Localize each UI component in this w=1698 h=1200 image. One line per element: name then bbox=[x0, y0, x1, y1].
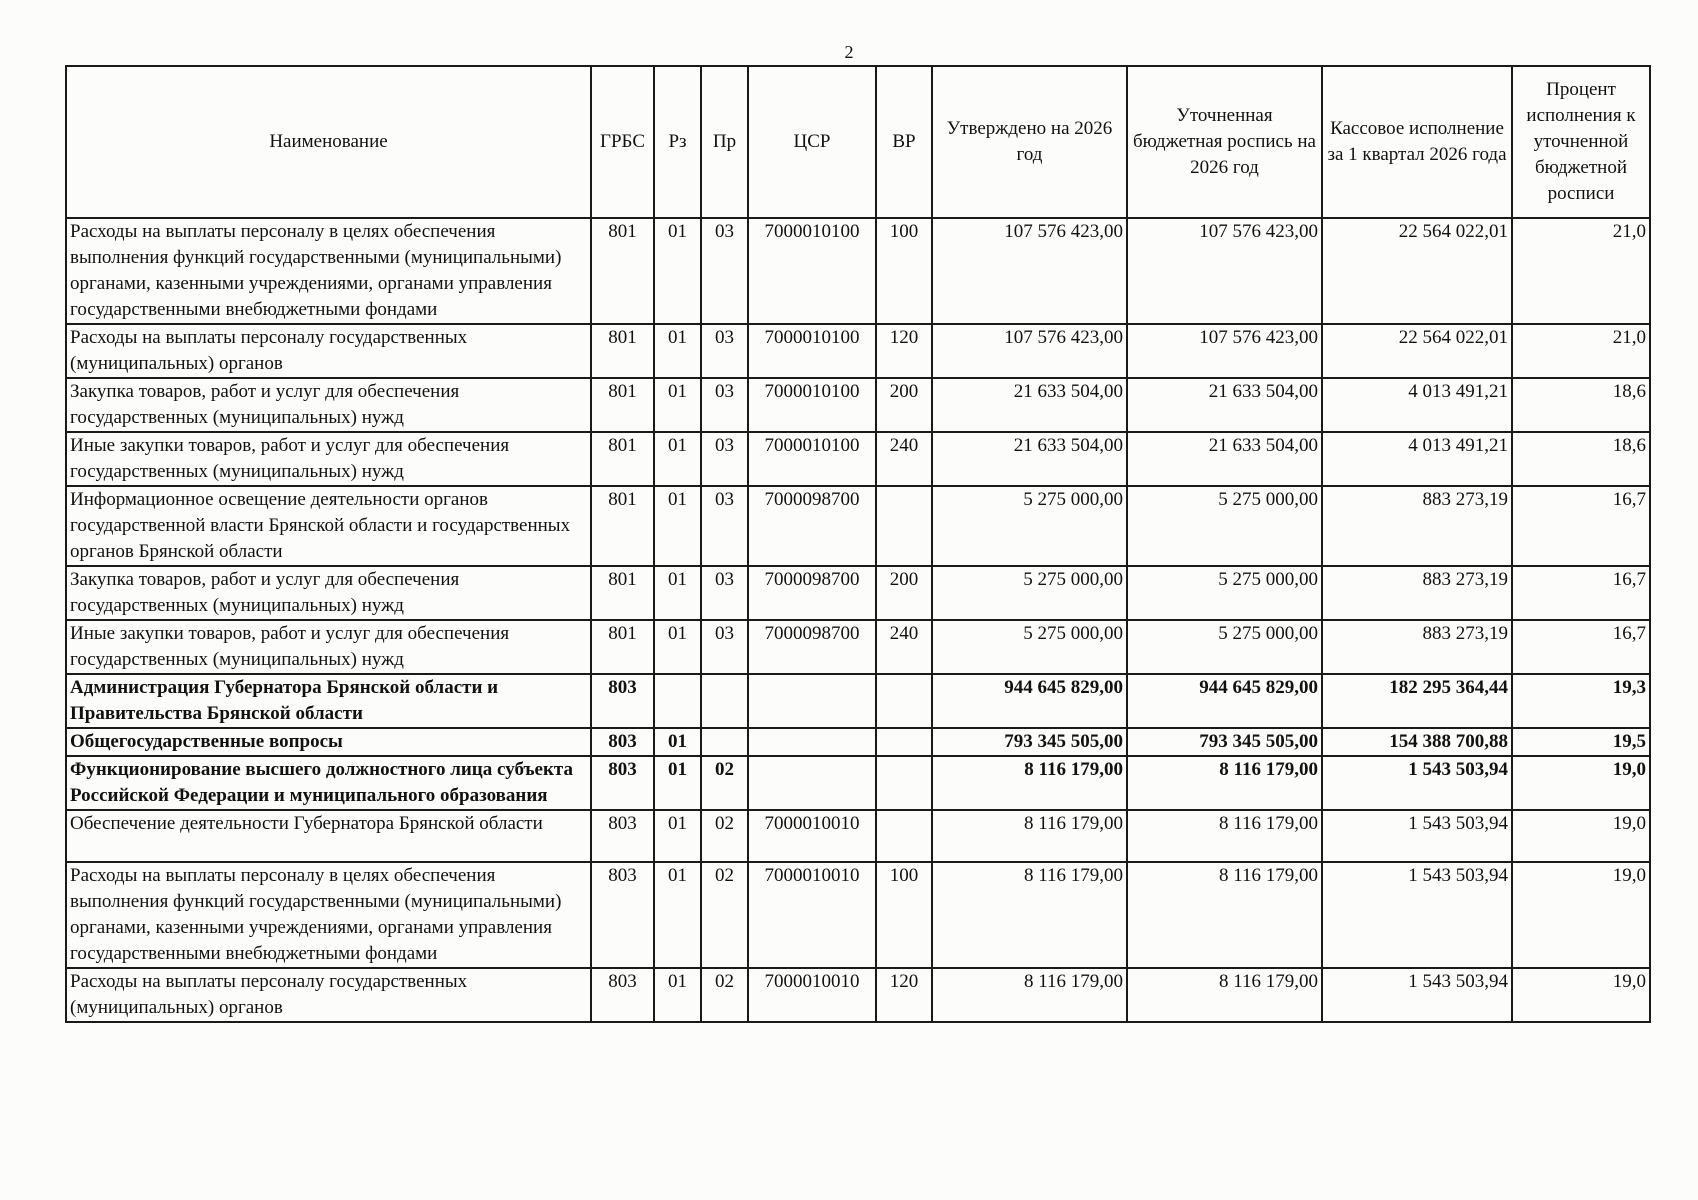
cell-pr: 02 bbox=[701, 968, 748, 1022]
cell-percent: 18,6 bbox=[1512, 378, 1650, 432]
cell-grbs: 801 bbox=[591, 218, 654, 324]
cell-pr: 03 bbox=[701, 378, 748, 432]
cell-grbs: 803 bbox=[591, 674, 654, 728]
cell-name: Закупка товаров, работ и услуг для обеспечения государственных (муниципальных) нужд bbox=[66, 378, 591, 432]
cell-approved: 21 633 504,00 bbox=[932, 432, 1127, 486]
cell-csr: 7000010100 bbox=[748, 432, 876, 486]
cell-approved: 107 576 423,00 bbox=[932, 218, 1127, 324]
cell-name: Расходы на выплаты персоналу государственных (муниципальных) органов bbox=[66, 968, 591, 1022]
cell-refined: 8 116 179,00 bbox=[1127, 810, 1322, 862]
cell-refined: 5 275 000,00 bbox=[1127, 620, 1322, 674]
cell-pr: 03 bbox=[701, 620, 748, 674]
cell-percent: 19,5 bbox=[1512, 728, 1650, 756]
cell-rz: 01 bbox=[654, 728, 701, 756]
cell-percent: 19,0 bbox=[1512, 862, 1650, 968]
cell-name: Расходы на выплаты персоналу государственных (муниципальных) органов bbox=[66, 324, 591, 378]
cell-refined: 8 116 179,00 bbox=[1127, 862, 1322, 968]
cell-approved: 944 645 829,00 bbox=[932, 674, 1127, 728]
cell-csr: 7000098700 bbox=[748, 566, 876, 620]
table-row bbox=[66, 566, 1650, 620]
cell-approved: 107 576 423,00 bbox=[932, 324, 1127, 378]
cell-name: Иные закупки товаров, работ и услуг для обеспечения государственных (муниципальных) нужд bbox=[66, 620, 591, 674]
header-cash: Кассовое исполнение за 1 квартал 2026 года bbox=[1322, 66, 1512, 218]
cell-csr: 7000098700 bbox=[748, 620, 876, 674]
cell-refined: 5 275 000,00 bbox=[1127, 486, 1322, 566]
cell-name: Расходы на выплаты персоналу в целях обеспечения выполнения функций государственными (муниципальными) органами, казенными учреждениями, органами управления государственными внебюджетными фондами bbox=[66, 862, 591, 968]
cell-grbs: 803 bbox=[591, 756, 654, 810]
budget-execution-table bbox=[65, 65, 1651, 1023]
cell-refined: 793 345 505,00 bbox=[1127, 728, 1322, 756]
cell-vr: 100 bbox=[876, 862, 932, 968]
cell-csr bbox=[748, 728, 876, 756]
cell-percent: 19,0 bbox=[1512, 810, 1650, 862]
cell-percent: 19,0 bbox=[1512, 756, 1650, 810]
cell-vr: 200 bbox=[876, 566, 932, 620]
cell-percent: 19,3 bbox=[1512, 674, 1650, 728]
cell-cash: 22 564 022,01 bbox=[1322, 324, 1512, 378]
cell-csr bbox=[748, 756, 876, 810]
cell-vr: 120 bbox=[876, 968, 932, 1022]
cell-cash: 154 388 700,88 bbox=[1322, 728, 1512, 756]
cell-vr: 120 bbox=[876, 324, 932, 378]
cell-percent: 16,7 bbox=[1512, 620, 1650, 674]
cell-grbs: 803 bbox=[591, 728, 654, 756]
table-row bbox=[66, 324, 1650, 378]
cell-percent: 19,0 bbox=[1512, 968, 1650, 1022]
cell-vr: 240 bbox=[876, 620, 932, 674]
cell-pr bbox=[701, 674, 748, 728]
table-row bbox=[66, 810, 1650, 862]
cell-approved: 5 275 000,00 bbox=[932, 486, 1127, 566]
cell-vr bbox=[876, 486, 932, 566]
cell-vr bbox=[876, 728, 932, 756]
cell-pr: 03 bbox=[701, 486, 748, 566]
cell-refined: 107 576 423,00 bbox=[1127, 324, 1322, 378]
cell-grbs: 803 bbox=[591, 810, 654, 862]
cell-pr: 02 bbox=[701, 862, 748, 968]
cell-name: Администрация Губернатора Брянской области и Правительства Брянской области bbox=[66, 674, 591, 728]
cell-csr: 7000010100 bbox=[748, 378, 876, 432]
cell-approved: 5 275 000,00 bbox=[932, 566, 1127, 620]
cell-csr: 7000010010 bbox=[748, 810, 876, 862]
cell-cash: 1 543 503,94 bbox=[1322, 756, 1512, 810]
table-row bbox=[66, 968, 1650, 1022]
cell-rz: 01 bbox=[654, 810, 701, 862]
cell-cash: 4 013 491,21 bbox=[1322, 432, 1512, 486]
cell-csr: 7000010100 bbox=[748, 324, 876, 378]
cell-rz bbox=[654, 674, 701, 728]
cell-refined: 8 116 179,00 bbox=[1127, 756, 1322, 810]
cell-percent: 16,7 bbox=[1512, 486, 1650, 566]
table-row bbox=[66, 728, 1650, 756]
cell-grbs: 803 bbox=[591, 968, 654, 1022]
header-csr: ЦСР bbox=[748, 66, 876, 218]
cell-grbs: 801 bbox=[591, 486, 654, 566]
cell-percent: 16,7 bbox=[1512, 566, 1650, 620]
table-row bbox=[66, 674, 1650, 728]
cell-cash: 883 273,19 bbox=[1322, 566, 1512, 620]
cell-csr: 7000010010 bbox=[748, 862, 876, 968]
table-body bbox=[66, 218, 1650, 1022]
cell-csr: 7000098700 bbox=[748, 486, 876, 566]
cell-rz: 01 bbox=[654, 324, 701, 378]
cell-grbs: 801 bbox=[591, 378, 654, 432]
cell-rz: 01 bbox=[654, 862, 701, 968]
header-name: Наименование bbox=[66, 66, 591, 218]
cell-cash: 4 013 491,21 bbox=[1322, 378, 1512, 432]
cell-pr: 03 bbox=[701, 218, 748, 324]
cell-approved: 8 116 179,00 bbox=[932, 968, 1127, 1022]
page-number: 2 bbox=[844, 42, 854, 62]
header-rz: Рз bbox=[654, 66, 701, 218]
cell-cash: 1 543 503,94 bbox=[1322, 968, 1512, 1022]
cell-name: Иные закупки товаров, работ и услуг для обеспечения государственных (муниципальных) нужд bbox=[66, 432, 591, 486]
table-header-row bbox=[66, 66, 1650, 218]
cell-name: Обеспечение деятельности Губернатора Брянской области bbox=[66, 810, 591, 862]
cell-csr: 7000010010 bbox=[748, 968, 876, 1022]
cell-vr bbox=[876, 674, 932, 728]
header-grbs: ГРБС bbox=[591, 66, 654, 218]
cell-approved: 8 116 179,00 bbox=[932, 756, 1127, 810]
cell-pr: 03 bbox=[701, 432, 748, 486]
cell-cash: 883 273,19 bbox=[1322, 620, 1512, 674]
cell-rz: 01 bbox=[654, 566, 701, 620]
cell-grbs: 801 bbox=[591, 432, 654, 486]
cell-grbs: 801 bbox=[591, 620, 654, 674]
cell-rz: 01 bbox=[654, 486, 701, 566]
cell-rz: 01 bbox=[654, 620, 701, 674]
header-pr: Пр bbox=[701, 66, 748, 218]
cell-refined: 8 116 179,00 bbox=[1127, 968, 1322, 1022]
cell-percent: 21,0 bbox=[1512, 218, 1650, 324]
cell-pr: 03 bbox=[701, 324, 748, 378]
cell-rz: 01 bbox=[654, 968, 701, 1022]
cell-name: Общегосударственные вопросы bbox=[66, 728, 591, 756]
table-row bbox=[66, 218, 1650, 324]
cell-rz: 01 bbox=[654, 432, 701, 486]
header-refined: Уточненная бюджетная роспись на 2026 год bbox=[1127, 66, 1322, 218]
cell-percent: 18,6 bbox=[1512, 432, 1650, 486]
cell-vr bbox=[876, 756, 932, 810]
cell-refined: 5 275 000,00 bbox=[1127, 566, 1322, 620]
cell-vr: 240 bbox=[876, 432, 932, 486]
cell-cash: 1 543 503,94 bbox=[1322, 810, 1512, 862]
table-row bbox=[66, 486, 1650, 566]
cell-approved: 8 116 179,00 bbox=[932, 862, 1127, 968]
cell-cash: 1 543 503,94 bbox=[1322, 862, 1512, 968]
cell-rz: 01 bbox=[654, 756, 701, 810]
cell-name: Закупка товаров, работ и услуг для обеспечения государственных (муниципальных) нужд bbox=[66, 566, 591, 620]
cell-pr: 03 bbox=[701, 566, 748, 620]
cell-grbs: 801 bbox=[591, 566, 654, 620]
cell-cash: 22 564 022,01 bbox=[1322, 218, 1512, 324]
table-row bbox=[66, 620, 1650, 674]
cell-pr: 02 bbox=[701, 810, 748, 862]
cell-refined: 21 633 504,00 bbox=[1127, 432, 1322, 486]
cell-csr: 7000010100 bbox=[748, 218, 876, 324]
cell-vr: 200 bbox=[876, 378, 932, 432]
cell-pr: 02 bbox=[701, 756, 748, 810]
cell-pr bbox=[701, 728, 748, 756]
cell-approved: 5 275 000,00 bbox=[932, 620, 1127, 674]
cell-vr bbox=[876, 810, 932, 862]
cell-refined: 21 633 504,00 bbox=[1127, 378, 1322, 432]
header-percent: Процент исполнения к уточненной бюджетной росписи bbox=[1512, 66, 1650, 218]
cell-grbs: 803 bbox=[591, 862, 654, 968]
cell-name: Информационное освещение деятельности органов государственной власти Брянской области и государственных органов Брянской области bbox=[66, 486, 591, 566]
cell-approved: 21 633 504,00 bbox=[932, 378, 1127, 432]
table-row bbox=[66, 378, 1650, 432]
header-vr: ВР bbox=[876, 66, 932, 218]
cell-cash: 182 295 364,44 bbox=[1322, 674, 1512, 728]
cell-rz: 01 bbox=[654, 378, 701, 432]
cell-vr: 100 bbox=[876, 218, 932, 324]
cell-refined: 944 645 829,00 bbox=[1127, 674, 1322, 728]
cell-approved: 8 116 179,00 bbox=[932, 810, 1127, 862]
cell-approved: 793 345 505,00 bbox=[932, 728, 1127, 756]
cell-name: Расходы на выплаты персоналу в целях обеспечения выполнения функций государственными (муниципальными) органами, казенными учреждениями, органами управления государственными внебюджетными фондами bbox=[66, 218, 591, 324]
table-row bbox=[66, 432, 1650, 486]
cell-grbs: 801 bbox=[591, 324, 654, 378]
header-approved: Утверждено на 2026 год bbox=[932, 66, 1127, 218]
cell-name: Функционирование высшего должностного лица субъекта Российской Федерации и муниципального образования bbox=[66, 756, 591, 810]
cell-cash: 883 273,19 bbox=[1322, 486, 1512, 566]
cell-refined: 107 576 423,00 bbox=[1127, 218, 1322, 324]
table-row bbox=[66, 862, 1650, 968]
cell-csr bbox=[748, 674, 876, 728]
cell-rz: 01 bbox=[654, 218, 701, 324]
table-row bbox=[66, 756, 1650, 810]
cell-percent: 21,0 bbox=[1512, 324, 1650, 378]
